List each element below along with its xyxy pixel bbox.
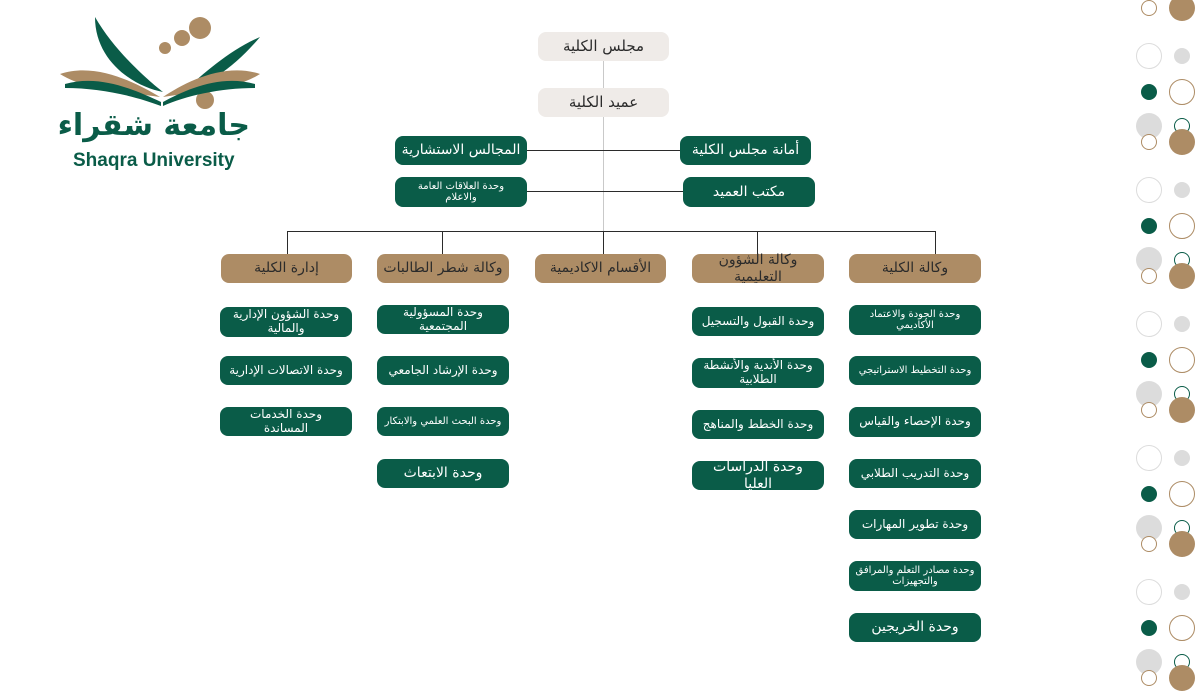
decorative-dot: [1169, 531, 1195, 557]
staff-line-top: [527, 150, 680, 151]
decorative-dot: [1169, 0, 1195, 21]
advisory-councils-box: المجالس الاستشارية: [395, 136, 527, 165]
decorative-dot: [1169, 347, 1195, 373]
decorative-dot: [1141, 670, 1157, 686]
shaqra-university-logo: [55, 12, 265, 112]
unit-box: وحدة الأندية والأنشطة الطلابية: [692, 358, 824, 388]
dept-educational-affairs-agency: وكالة الشؤون التعليمية: [692, 254, 824, 283]
decorative-dot: [1141, 268, 1157, 284]
unit-box: وحدة التخطيط الاستراتيجي: [849, 356, 981, 385]
staff-line-bottom: [527, 191, 684, 192]
unit-box: وحدة الاتصالات الإدارية: [220, 356, 352, 385]
unit-box: وحدة التدريب الطلابي: [849, 459, 981, 488]
unit-box: وحدة الخطط والمناهج: [692, 410, 824, 439]
logo-arabic-name: جامعة شقراء: [57, 108, 250, 143]
unit-box: وحدة الدراسات العليا: [692, 461, 824, 490]
unit-box: وحدة الإرشاد الجامعي: [377, 356, 509, 385]
drop-admin: [287, 231, 288, 255]
decorative-dot: [1169, 665, 1195, 691]
unit-box: وحدة الإحصاء والقياس: [849, 407, 981, 437]
decorative-dot: [1169, 129, 1195, 155]
unit-box: وحدة القبول والتسجيل: [692, 307, 824, 336]
decorative-dot: [1174, 584, 1190, 600]
decorative-dot: [1141, 84, 1157, 100]
department-bus: [287, 231, 935, 232]
drop-education: [757, 231, 758, 255]
decorative-dot: [1141, 486, 1157, 502]
decorative-dot: [1136, 579, 1162, 605]
drop-vice: [935, 231, 936, 255]
decorative-dot: [1174, 182, 1190, 198]
decorative-dot: [1141, 536, 1157, 552]
decorative-dot: [1174, 48, 1190, 64]
decorative-dot: [1136, 445, 1162, 471]
unit-box: وحدة البحث العلمي والابتكار: [377, 407, 509, 436]
drop-female: [442, 231, 443, 255]
unit-box: وحدة مصادر التعلم والمرافق والتجهيزات: [849, 561, 981, 591]
dept-college-vice-deanship: وكالة الكلية: [849, 254, 981, 283]
decorative-dot: [1136, 177, 1162, 203]
unit-box: وحدة الابتعاث: [377, 459, 509, 488]
decorative-dot: [1169, 263, 1195, 289]
dept-college-administration: إدارة الكلية: [221, 254, 352, 283]
decorative-dot: [1141, 218, 1157, 234]
council-secretariat-box: أمانة مجلس الكلية: [680, 136, 811, 165]
decorative-dot: [1174, 450, 1190, 466]
pr-media-unit-box: وحدة العلاقات العامة والاعلام: [395, 177, 527, 207]
decorative-dot: [1136, 43, 1162, 69]
unit-box: وحدة الخدمات المساندة: [220, 407, 352, 436]
decorative-dot: [1169, 481, 1195, 507]
drop-academic: [603, 231, 604, 255]
decorative-dot: [1169, 615, 1195, 641]
decorative-dot: [1141, 134, 1157, 150]
decorative-dot: [1141, 352, 1157, 368]
decorative-dot: [1169, 397, 1195, 423]
unit-box: وحدة الخريجين: [849, 613, 981, 642]
decorative-dot: [1169, 213, 1195, 239]
unit-box: وحدة تطوير المهارات: [849, 510, 981, 539]
dept-academic-departments: الأقسام الاكاديمية: [535, 254, 666, 283]
dept-female-section-agency: وكالة شطر الطالبات: [377, 254, 509, 283]
college-council-box: مجلس الكلية: [538, 32, 669, 61]
decorative-dot: [1141, 402, 1157, 418]
logo-english-name: Shaqra University: [73, 150, 235, 171]
unit-box: وحدة الشؤون الإدارية والمالية: [220, 307, 352, 337]
dean-box: عميد الكلية: [538, 88, 669, 117]
dean-office-box: مكتب العميد: [683, 177, 815, 207]
decorative-dot: [1141, 620, 1157, 636]
unit-box: وحدة المسؤولية المجتمعية: [377, 305, 509, 334]
decorative-dot: [1169, 79, 1195, 105]
decorative-dot: [1174, 316, 1190, 332]
unit-box: وحدة الجودة والاعتماد الأكاديمي: [849, 305, 981, 335]
decorative-dot: [1141, 0, 1157, 16]
decorative-dot: [1136, 311, 1162, 337]
